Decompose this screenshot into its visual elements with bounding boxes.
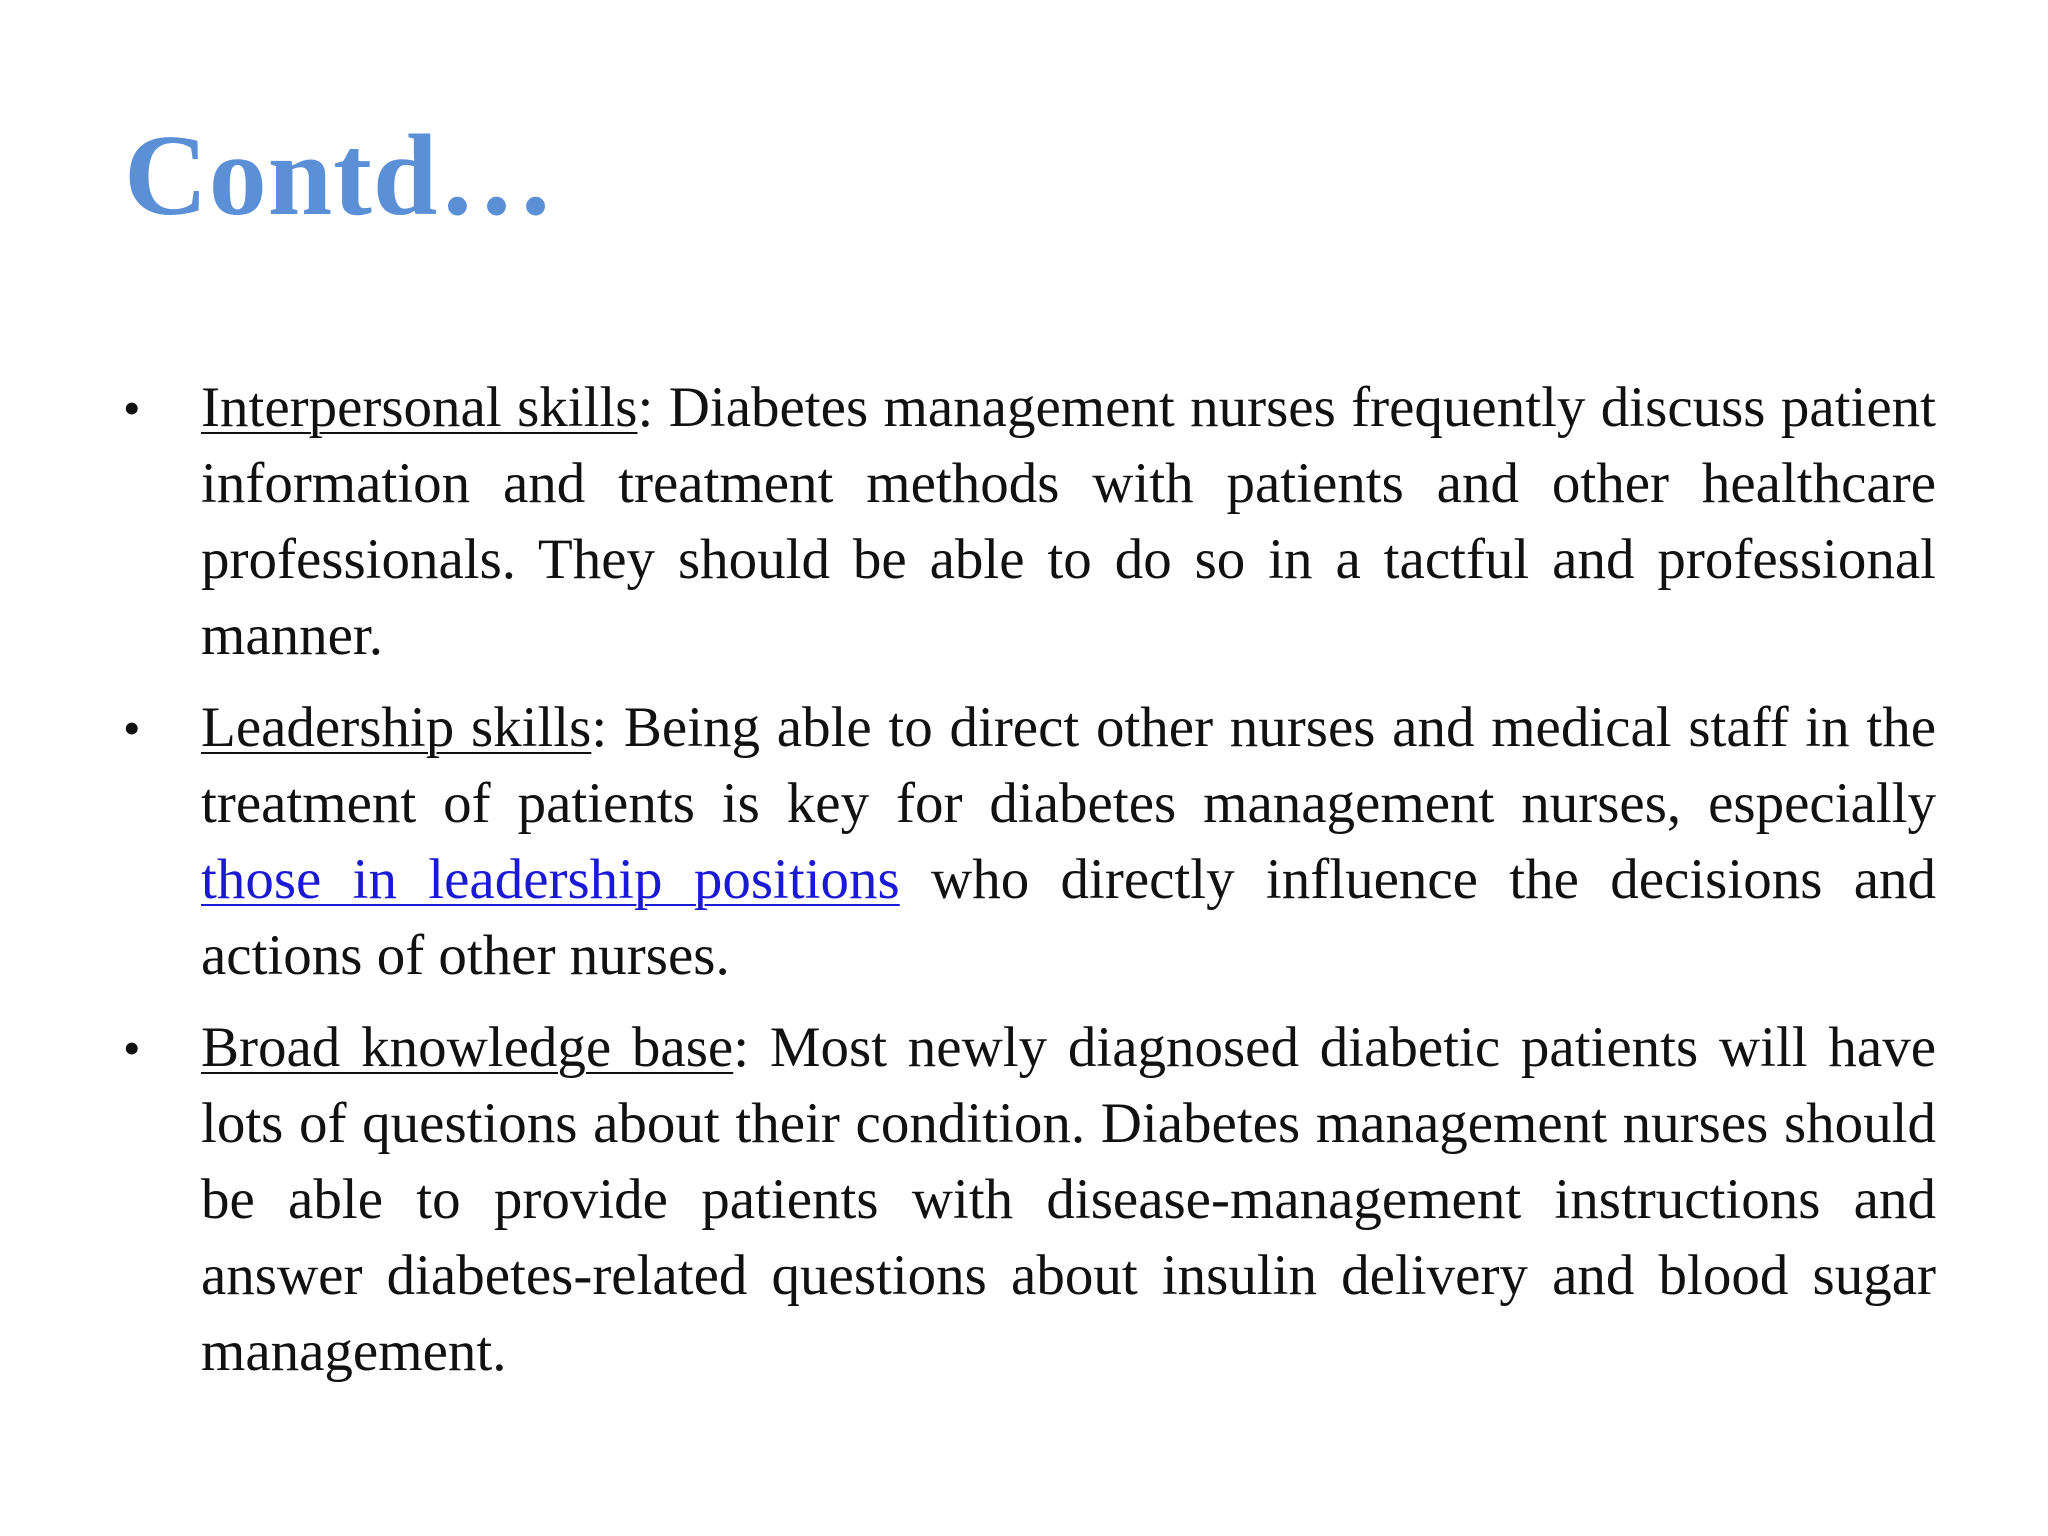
term-separator: : [637,376,654,439]
bullet-text-after-link: who directly influence the decisions and actions of other nurses. [201,848,1936,987]
slide-title: Contd… [124,112,556,240]
bullet-dot-icon: • [123,380,141,436]
bullet-broad-knowledge-base [0,1010,2048,1390]
bullet-text: Most newly diagnosed diabetic patients will have lots of questions about their condition. Diabetes management nurses should be able to provide patients with disease-management instructions and answer diabetes-related questions about insulin delivery and blood sugar management. [201,1016,1936,1383]
term-interpersonal-skills: Interpersonal skills [201,376,638,439]
bullet-list [0,370,2048,1406]
bullet-leadership-skills [0,690,2048,994]
term-separator: : [591,696,608,759]
bullet-dot-icon: • [123,700,141,756]
term-broad-knowledge-base: Broad knowledge base [201,1016,734,1079]
bullet-text: Diabetes management nurses frequently discuss patient information and treatment methods with patients and other healthcare professionals. They should be able to do so in a tactful and professional manner. [201,376,1936,667]
bullet-interpersonal-skills [0,370,2048,674]
bullet-dot-icon: • [123,1020,141,1076]
term-leadership-skills: Leadership skills [201,696,592,759]
bullet-text-before-link: Being able to direct other nurses and medical staff in the treatment of patients is key for diabetes management nurses, especially [201,696,1937,835]
term-separator: : [733,1016,750,1079]
leadership-positions-link[interactable]: those in leadership positions [201,848,900,911]
